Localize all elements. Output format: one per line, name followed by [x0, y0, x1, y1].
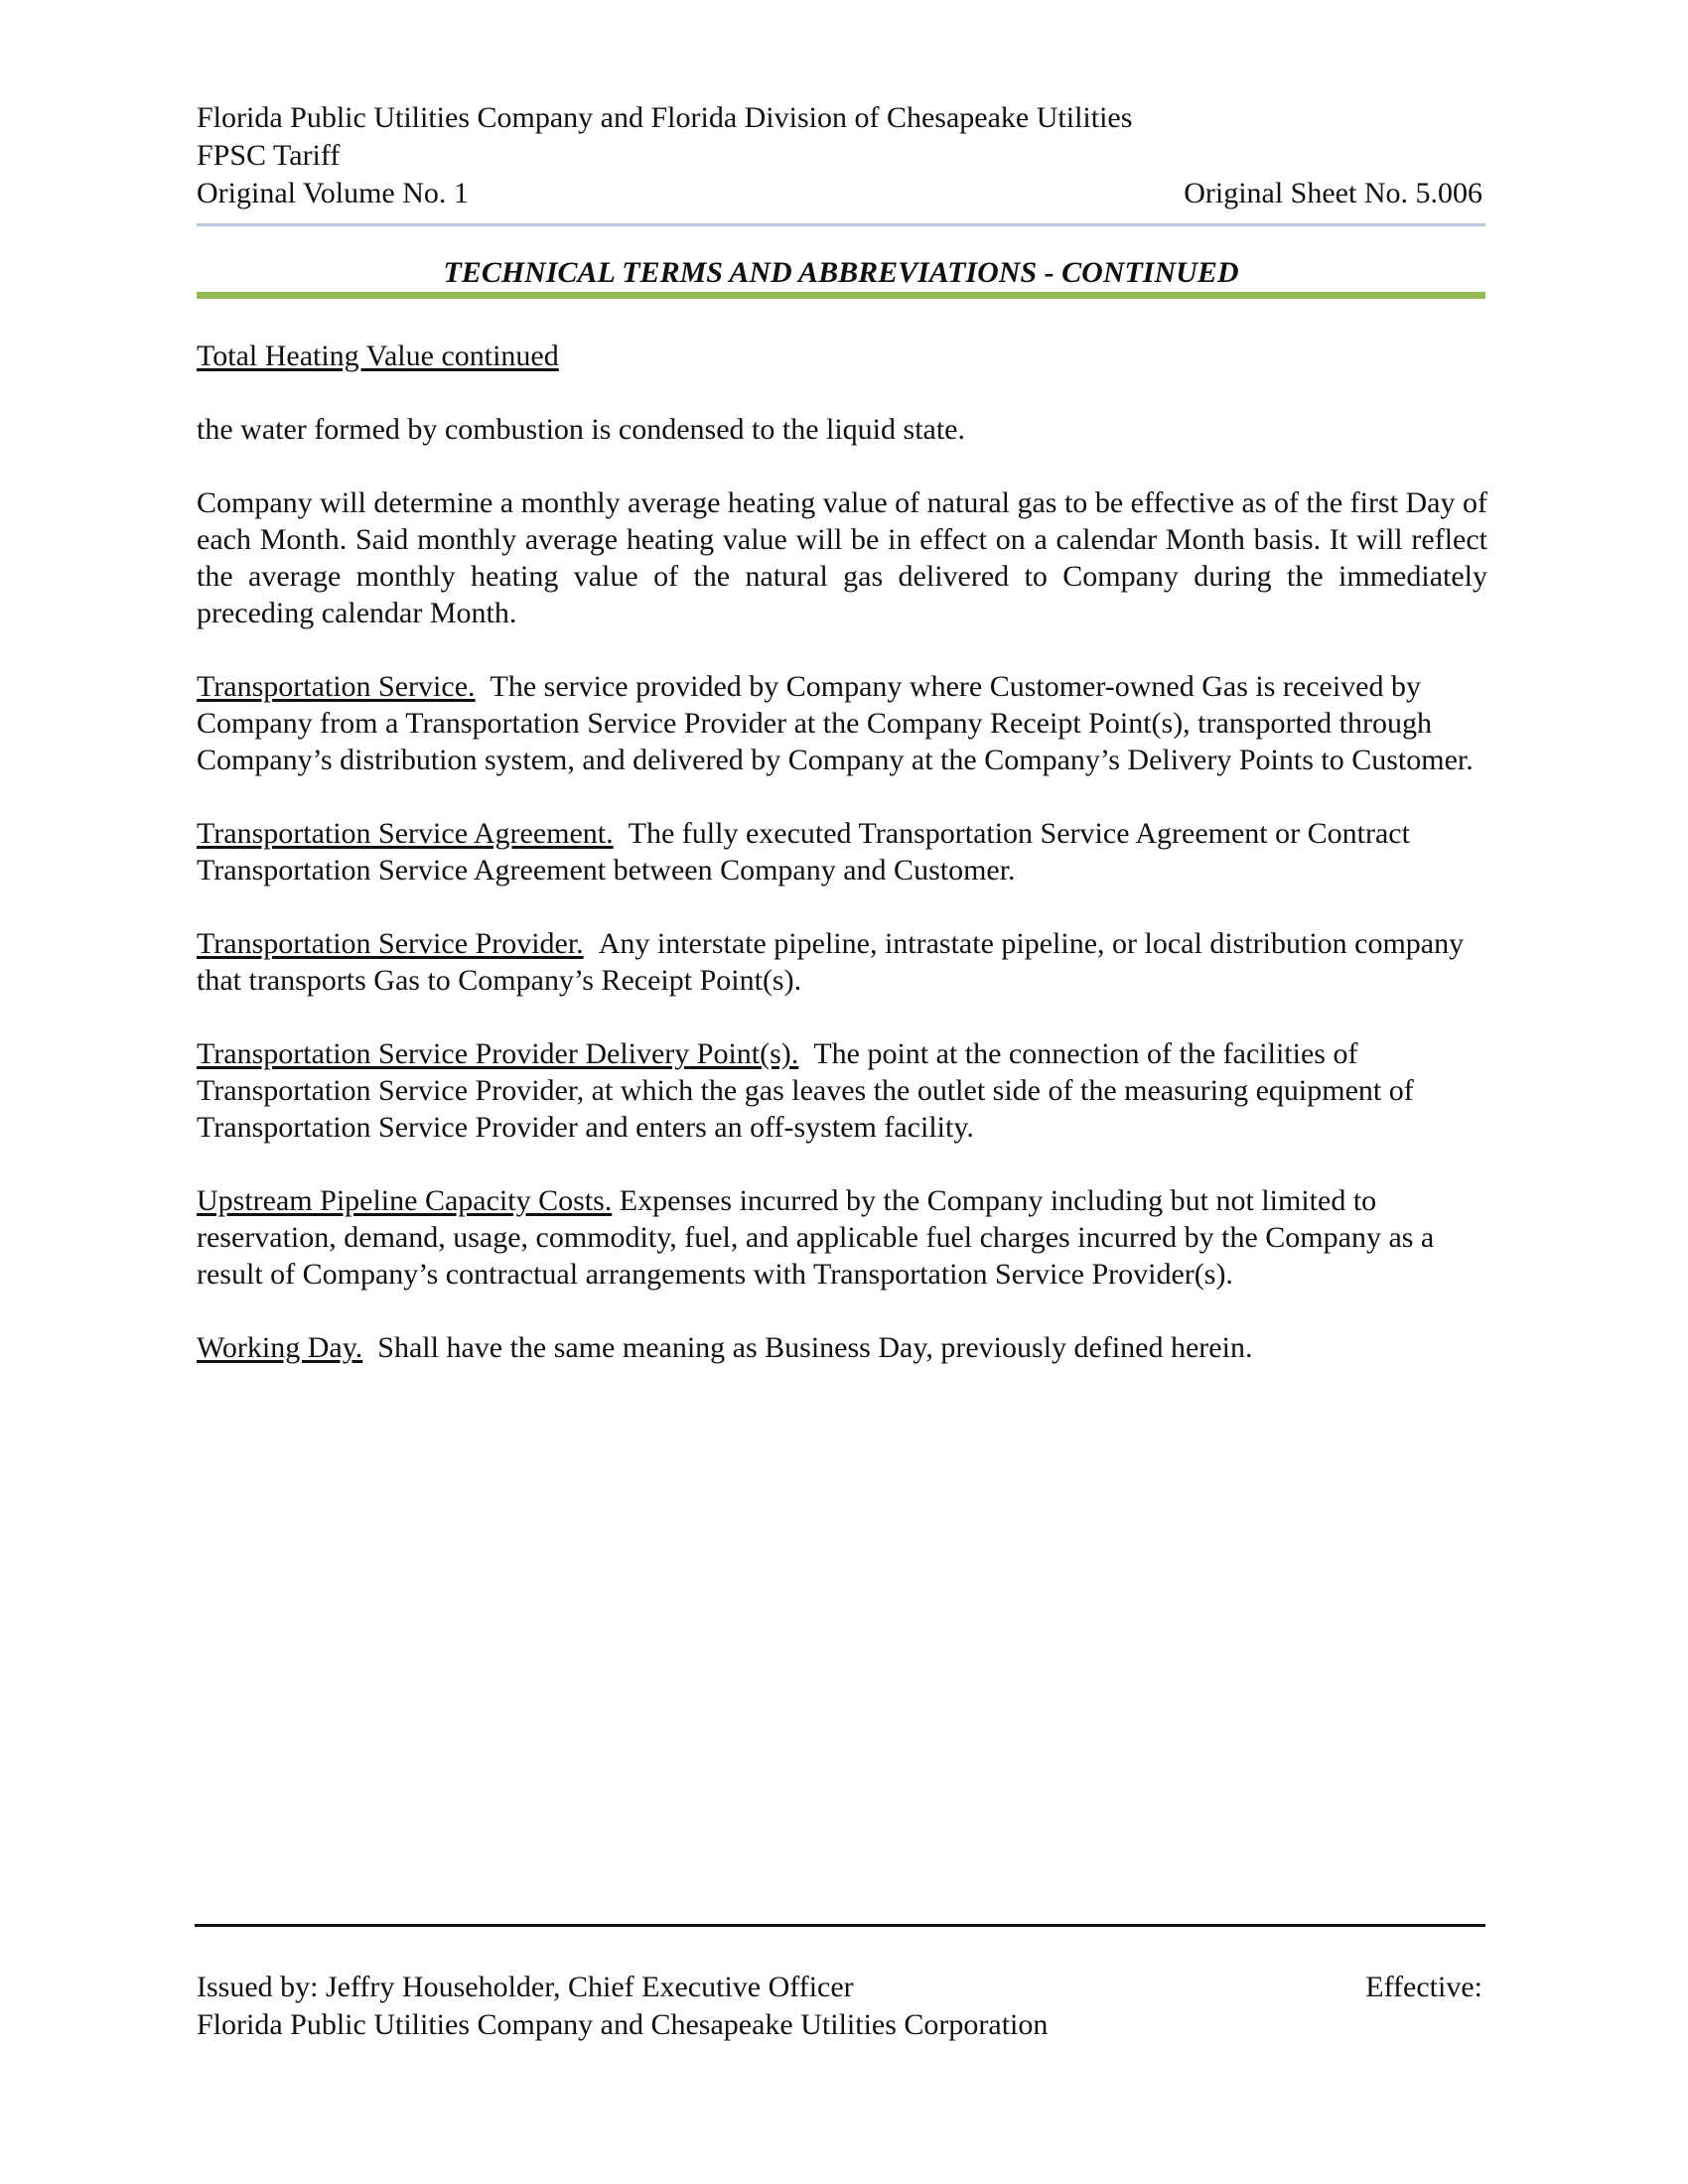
footer-issued-by: Issued by: Jeffry Householder, Chief Executive Officer — [197, 1971, 854, 2003]
heating-value-paragraph: Company will determine a monthly average heating value of natural gas to be effective as of the first Day of each Month. Said monthly average heating value will be in effect on a calendar Month basis. It will reflect the average monthly heating value of the natural gas delivered to Company during the immediately preceding calendar Month. — [197, 486, 1487, 629]
definition-transportation-service — [197, 668, 1487, 778]
continued-text: the water formed by combustion is condensed to the liquid state. — [197, 413, 965, 446]
section-title: TECHNICAL TERMS AND ABBREVIATIONS - CONTINUED — [443, 256, 1239, 289]
footer-effective: Effective: — [1365, 1971, 1482, 2003]
definition-transportation-service-provider — [197, 925, 1487, 999]
page-header — [197, 99, 1482, 212]
header-volume-row — [197, 175, 1482, 212]
definition-text: The fully executed Transportation Service Agreement or Contract Transportation Service Agreement between Company and Customer. — [197, 817, 1410, 887]
document-body — [197, 338, 1487, 1403]
header-tariff-line: FPSC Tariff — [197, 139, 341, 172]
continued-heading: Total Heating Value continued — [197, 340, 559, 372]
title-underline-bar — [197, 292, 1485, 299]
header-divider — [197, 223, 1485, 226]
footer-issued-row — [197, 1969, 1482, 2006]
definition-text: The point at the connection of the facilities of Transportation Service Provider, at which the gas leaves the outlet side of the measuring equipment of Transportation Service Provider and enters an off-system facility. — [197, 1037, 1414, 1144]
header-company-line: Florida Public Utilities Company and Florida Division of Chesapeake Utilities — [197, 101, 1133, 134]
definition-term: Transportation Service Provider Delivery Point(s). — [197, 1037, 799, 1070]
continued-heading-paragraph — [197, 338, 1487, 374]
definition-text: Shall have the same meaning as Business Day, previously defined herein. — [377, 1331, 1253, 1364]
definition-text: Expenses incurred by the Company including but not limited to reservation, demand, usage, commodity, fuel, and applicable fuel charges incurred by the Company as a result of Company’s contractual arrangements with Transportation Service Provider(s). — [197, 1184, 1435, 1291]
header-sheet-number: Original Sheet No. 5.006 — [1184, 177, 1482, 209]
definition-term: Working Day. — [197, 1331, 363, 1364]
definition-transportation-service-agreement — [197, 815, 1487, 888]
definition-term: Transportation Service Agreement. — [197, 817, 614, 850]
page-footer — [197, 1969, 1482, 2044]
definition-term: Transportation Service Provider. — [197, 927, 584, 960]
definition-provider-delivery-points — [197, 1035, 1487, 1146]
definition-working-day — [197, 1329, 1487, 1366]
definition-term: Upstream Pipeline Capacity Costs. — [197, 1184, 613, 1217]
definition-upstream-pipeline-capacity-costs — [197, 1182, 1487, 1293]
footer-company: Florida Public Utilities Company and Chesapeake Utilities Corporation — [197, 2008, 1049, 2041]
footer-divider — [195, 1924, 1485, 1927]
definition-text: The service provided by Company where Customer-owned Gas is received by Company from a Transportation Service Provider at the Company Receipt Point(s), transported through Company’s distribution system, and delivered by Company at the Company’s Delivery Points to Customer. — [197, 670, 1474, 776]
definition-text: Any interstate pipeline, intrastate pipeline, or local distribution company that transports Gas to Company’s Receipt Point(s). — [197, 927, 1465, 997]
definition-term: Transportation Service. — [197, 670, 476, 703]
header-volume: Original Volume No. 1 — [197, 177, 469, 209]
